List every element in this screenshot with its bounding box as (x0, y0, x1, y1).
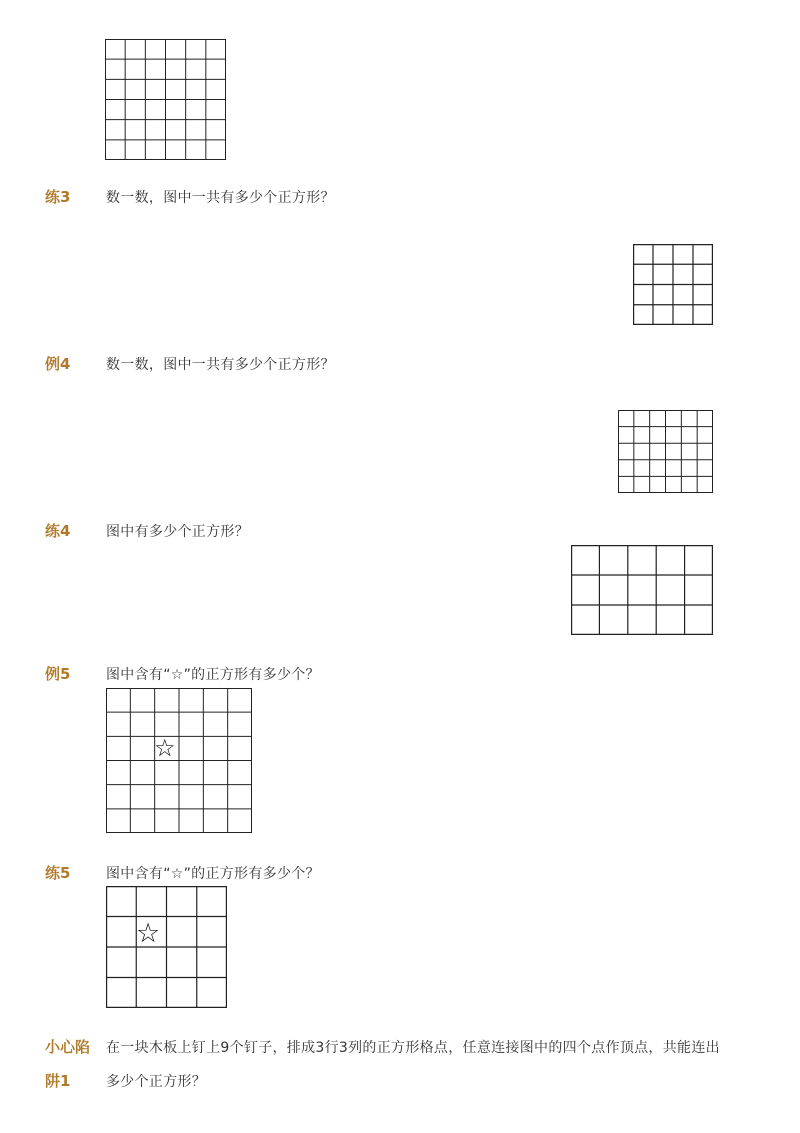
top-grid-figure (105, 39, 226, 160)
section-tag-lian3: 练3 (45, 188, 71, 206)
lian3-grid-figure (633, 244, 713, 325)
li5-grid-figure (106, 688, 252, 833)
lian4-grid-figure (571, 545, 713, 635)
section-tag-lian5: 练5 (45, 864, 71, 882)
section-tag-li4: 例4 (45, 355, 71, 373)
li4-grid-figure (618, 410, 713, 493)
lian5-grid-figure (106, 886, 227, 1008)
section-tag-li5: 例5 (45, 665, 71, 683)
question-text-trap1-line1: 在一块木板上钉上9个钉子，排成3行3列的正方形格点，任意连接图中的四个点作顶点，共能连出 (106, 1040, 720, 1056)
section-tag-trap1-line1: 小心陷 (45, 1038, 91, 1056)
question-text-lian3: 数一数，图中一共有多少个正方形？ (106, 190, 335, 206)
question-text-li4: 数一数，图中一共有多少个正方形？ (106, 357, 335, 373)
question-text-lian5: 图中含有“☆”的正方形有多少个？ (106, 866, 320, 882)
section-tag-lian4: 练4 (45, 522, 71, 540)
star-icon: ☆ (154, 734, 176, 762)
question-text-trap1-line2: 多少个正方形？ (106, 1074, 207, 1090)
section-tag-trap1-line2: 阱1 (45, 1072, 71, 1090)
question-text-lian4: 图中有多少个正方形？ (106, 524, 249, 540)
star-icon: ☆ (136, 918, 161, 949)
question-text-li5: 图中含有“☆”的正方形有多少个？ (106, 667, 320, 683)
